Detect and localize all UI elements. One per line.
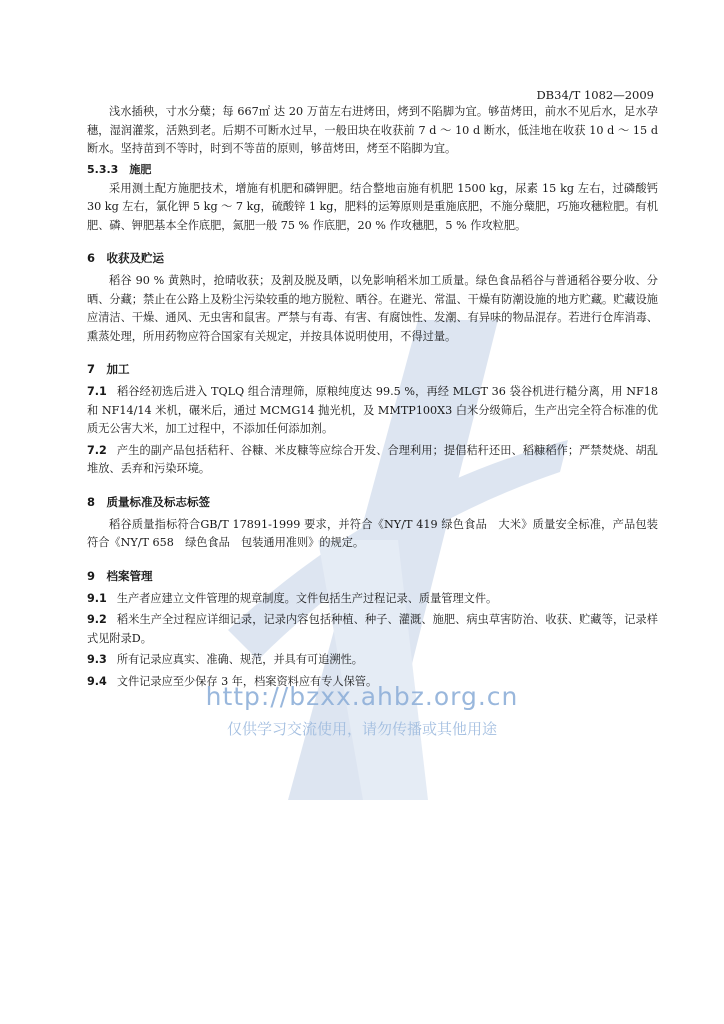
clause-7-1 (87, 383, 658, 439)
clause-number: 9.3 (87, 653, 107, 666)
clause-number: 7.2 (87, 443, 107, 457)
clause-text: 所有记录应真实、准确、规范，并具有可追溯性。 (116, 653, 363, 666)
paragraph-harvest: 稻谷 90 % 黄熟时，抢晴收获；及割及脱及晒，以免影响稻米加工质量。绿色食品稻谷与普通稻谷要分收、分晒、分藏；禁止在公路上及粉尘污染较重的地方脱粒、晒谷。在避光、常温、干燥有防潮设施的地方贮藏。贮藏设施应清洁、干燥、通风、无虫害和鼠害。严禁与有毒、有害、有腐蚀性、发潮、有异味的物品混存。若进行仓库消毒、熏蒸处理，所用药物应符合国家有关规定，并按具体说明使用，不得过量。 (87, 274, 658, 343)
clause-9-3 (87, 651, 658, 670)
clause-number: 9.1 (87, 591, 107, 605)
clause-number: 9.2 (87, 613, 107, 626)
clause-number: 9.4 (87, 674, 107, 688)
clause-text: 稻谷经初选后进入 TQLQ 组合清理筛，原粮纯度达 99.5 %，再经 MLGT 36 袋谷机进行糙分离，用 NF18 和 NF14/14 米机，碾米后，通过 MCMG14 抛光机，及 MMTP100X3 白米分级筛后，生产出完全符合标准的优质无公害大米，加工过程中，不添加任何添加剂。 (87, 385, 658, 435)
paragraph-fertilization: 采用测土配方施肥技术，增施有机肥和磷钾肥。结合整地亩施有机肥 1500 kg，尿素 15 kg 左右，过磷酸钙 30 kg 左右，氯化钾 5 kg ～ 7 kg，硫酸锌 1 kg，肥料的运筹原则是重施底肥，不施分蘖肥，巧施攻穗粒肥。有机肥、磷、钾肥基本全作底肥，氮肥一般 75 % 作底肥，20 % 作攻穗肥，5 % 作攻粒肥。 (87, 181, 658, 232)
clause-text: 文件记录应至少保存 3 年，档案资料应有专人保管。 (116, 674, 378, 688)
document-body (87, 103, 658, 694)
document-id: DB34/T 1082—2009 (536, 88, 654, 102)
section-heading-processing: 7 加工 (87, 362, 130, 376)
clause-number: 7.1 (87, 385, 107, 398)
section-heading-harvest: 6 收获及贮运 (87, 251, 165, 265)
section-heading-fertilization: 5.3.3 施肥 (87, 162, 152, 176)
clause-text: 生产者应建立文件管理的规章制度。文件包括生产过程记录、质量管理文件。 (116, 591, 498, 605)
clause-text: 稻米生产全过程应详细记录，记录内容包括种植、种子、灌溉、施肥、病虫草害防治、收获、贮藏等，记录样式见附录D。 (87, 613, 658, 645)
section-heading-records: 9 档案管理 (87, 568, 153, 583)
clause-text: 产生的副产品包括秸秆、谷糠、米皮糠等应综合开发、合理利用；提倡秸秆还田、稻糠稻作；严禁焚烧、胡乱堆放、丢弃和污染环境。 (87, 443, 658, 475)
clause-9-2 (87, 611, 658, 648)
clause-7-2 (87, 442, 658, 479)
watermark-url: http://bzxx.ahbz.org.cn (205, 682, 519, 711)
paragraph-quality-standard: 稻谷质量指标符合GB/T 17891-1999 要求，并符合《NY/T 419 绿色食品 大米》质量安全标准，产品包装符合《NY/T 658 绿色食品 包装通用准则》的规定。 (87, 517, 658, 549)
section-heading-quality-standard: 8 质量标准及标志标签 (87, 494, 211, 509)
paragraph-irrigation-continuation: 浅水插秧，寸水分蘖；每 667㎡ 达 20 万苗左右进烤田，烤到不陷脚为宜。够苗烤田，前水不见后水，足水孕穗，湿润灌浆，活熟到老。后期不可断水过早，一般田块在收获前 7 d ～ 10 d 断水，低洼地在收获 10 d ～ 15 d 断水。坚持苗到不等时，时到不等苗的原则，够苗烤田，烤至不陷脚为宜。 (87, 105, 658, 155)
clause-9-1 (87, 590, 658, 609)
watermark-note: 仅供学习交流使用，请勿传播或其他用途 (226, 720, 497, 738)
